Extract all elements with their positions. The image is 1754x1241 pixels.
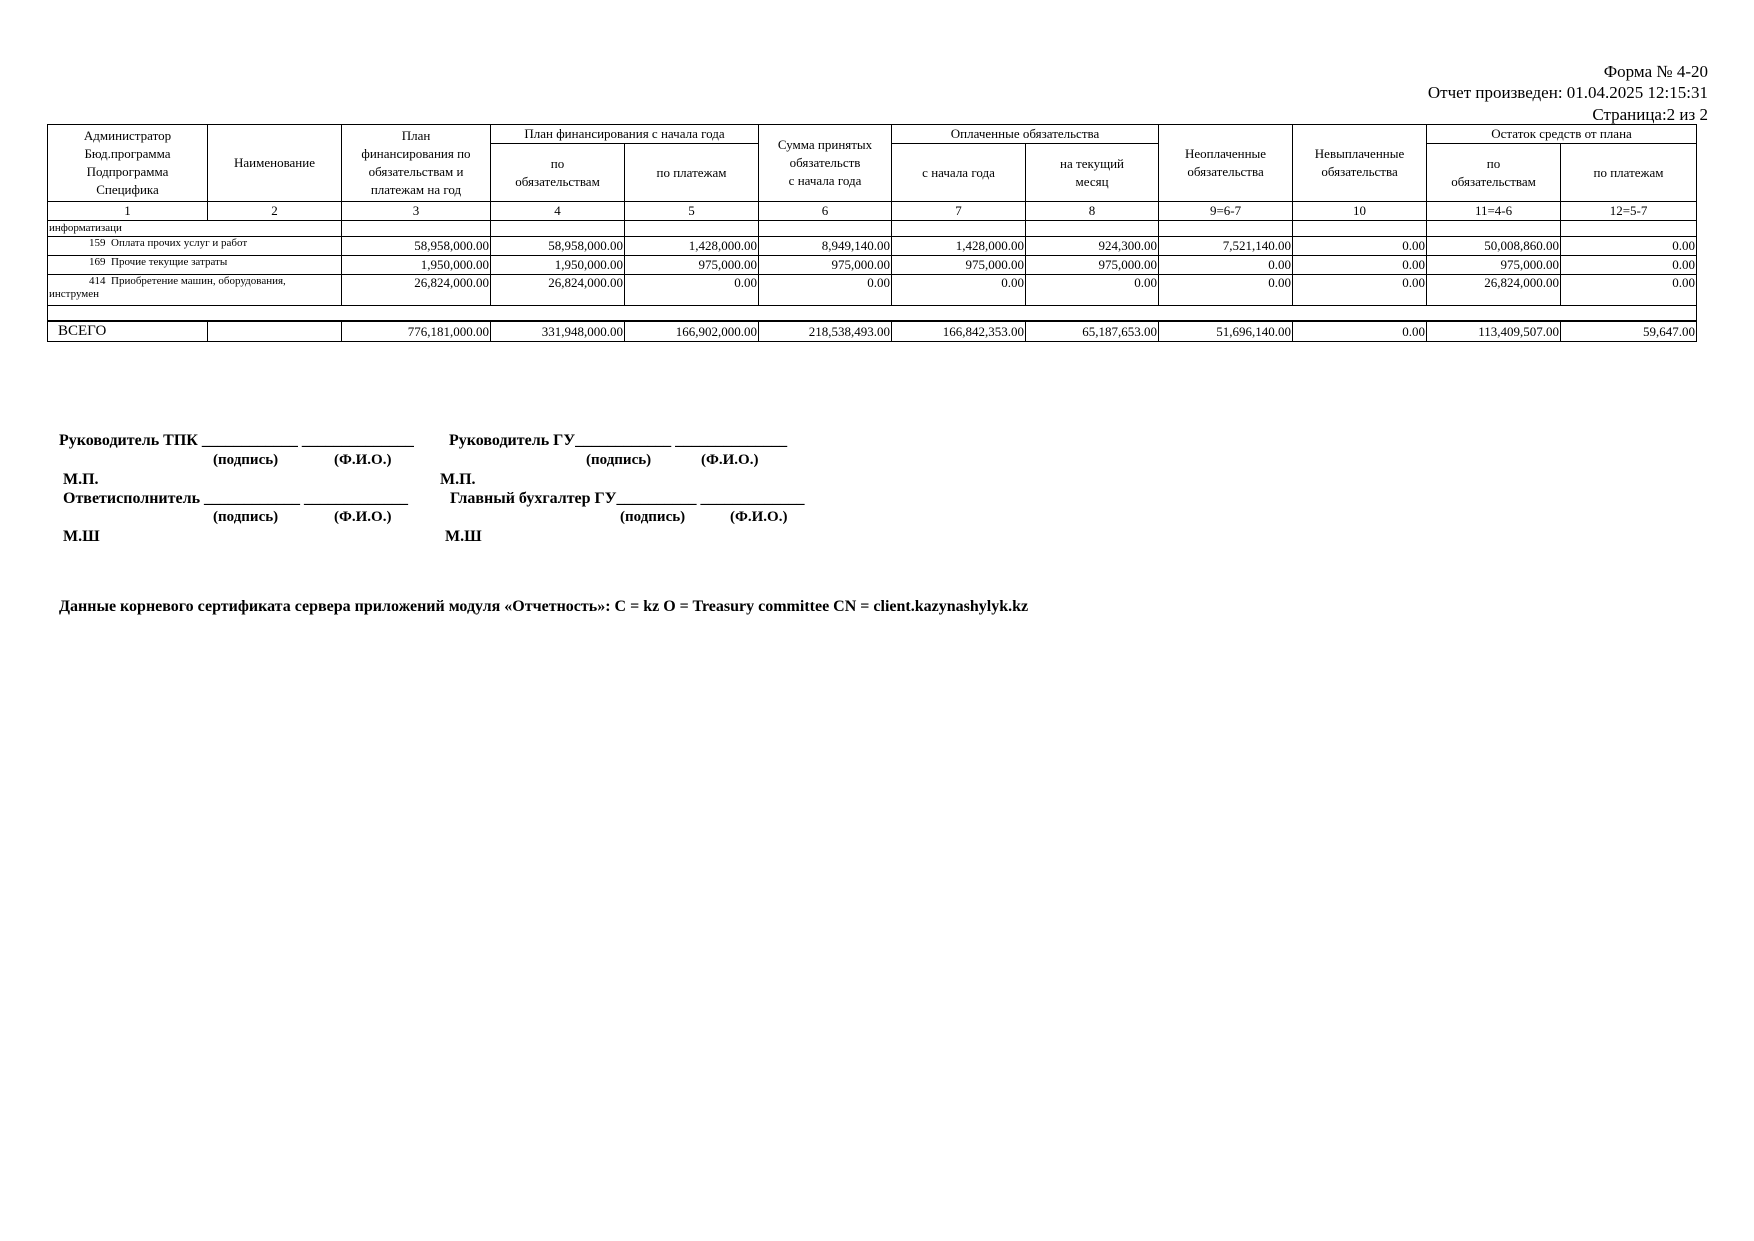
report-generated-date: Отчет произведен: 01.04.2025 12:15:31 [1427, 83, 1708, 102]
certificate-info: Данные корневого сертификата сервера приложений модуля «Отчетность»: C = kz O = Treasury committee CN = client.kazynashylyk.kz [59, 598, 1029, 615]
report-table [47, 124, 1697, 342]
header-row [48, 125, 1697, 144]
column-number: 3 [342, 202, 491, 221]
column-number-row [48, 202, 1697, 221]
table-row [48, 275, 1697, 306]
column-number: 10 [1293, 202, 1427, 221]
stamp-label: М.Ш [63, 528, 100, 545]
gu-head-signature-line: Руководитель ГУ____________ ______________ [449, 432, 788, 449]
cell-undisbursed-obligations: 0.00 [1293, 237, 1427, 256]
cell-paid-current-month: 975,000.00 [1026, 256, 1159, 275]
cell-plan-payments: 1,428,000.00 [625, 237, 759, 256]
chief-accountant-signature-line: Главный бухгалтер ГУ__________ _____________ [450, 490, 805, 507]
column-number: 8 [1026, 202, 1159, 221]
name-caption: (Ф.И.О.) [334, 509, 392, 525]
header-balance-payments: по платежам [1561, 144, 1697, 202]
cell-balance-payments: 0.00 [1561, 237, 1697, 256]
name-caption: (Ф.И.О.) [701, 452, 759, 468]
row-name-cell: 414 Приобретение машин, оборудования, инструмен [48, 275, 342, 306]
column-number: 4 [491, 202, 625, 221]
row-name-cell: 159 Оплата прочих услуг и работ [48, 237, 342, 256]
header-plan-since-year-start: План финансирования с начала года [491, 125, 759, 144]
cell-undisbursed-obligations: 0.00 [1293, 275, 1427, 306]
total-paid-current-month: 65,187,653.00 [1026, 321, 1159, 342]
cell-balance-payments: 0.00 [1561, 256, 1697, 275]
header-paid-since-year-start: с начала года [892, 144, 1026, 202]
group-row [48, 221, 1697, 237]
signature-caption: (подпись) [213, 509, 279, 525]
page-indicator: Страница:2 из 2 [1592, 105, 1708, 124]
header-administrator: Администратор Бюд.программа Подпрограмма Специфика [48, 125, 208, 202]
column-number: 9=6-7 [1159, 202, 1293, 221]
column-number: 5 [625, 202, 759, 221]
cell-plan-payments: 0.00 [625, 275, 759, 306]
total-plan-obligations: 331,948,000.00 [491, 321, 625, 342]
tpk-head-signature-line: Руководитель ТПК ____________ ______________ [59, 432, 414, 449]
header-paid-obligations: Оплаченные обязательства [892, 125, 1159, 144]
cell-unpaid-obligations: 0.00 [1159, 256, 1293, 275]
name-caption: (Ф.И.О.) [730, 509, 788, 525]
stamp-place-label: М.П. [440, 471, 476, 488]
spacer-row [48, 306, 1697, 322]
total-balance-obligations: 113,409,507.00 [1427, 321, 1561, 342]
total-annual-plan: 776,181,000.00 [342, 321, 491, 342]
header-undisbursed-obligations: Невыплаченные обязательства [1293, 125, 1427, 202]
header-accepted-obligations: Сумма принятых обязательств с начала года [759, 125, 892, 202]
total-plan-payments: 166,902,000.00 [625, 321, 759, 342]
cell-accepted-obligations: 975,000.00 [759, 256, 892, 275]
cell-paid-current-month: 924,300.00 [1026, 237, 1159, 256]
total-undisbursed-obligations: 0.00 [1293, 321, 1427, 342]
executor-signature-line: Ответисполнитель ____________ _____________ [63, 490, 409, 507]
total-balance-payments: 59,647.00 [1561, 321, 1697, 342]
name-caption: (Ф.И.О.) [334, 452, 392, 468]
cell-accepted-obligations: 8,949,140.00 [759, 237, 892, 256]
total-row [48, 321, 1697, 342]
header-unpaid-obligations: Неоплаченные обязательства [1159, 125, 1293, 202]
header-annual-plan: План финансирования по обязательствам и платежам на год [342, 125, 491, 202]
cell-paid-current-month: 0.00 [1026, 275, 1159, 306]
signature-caption: (подпись) [620, 509, 686, 525]
stamp-place-label: М.П. [63, 471, 99, 488]
header-name: Наименование [208, 125, 342, 202]
total-unpaid-obligations: 51,696,140.00 [1159, 321, 1293, 342]
cell-balance-obligations: 50,008,860.00 [1427, 237, 1561, 256]
cell-plan-payments: 975,000.00 [625, 256, 759, 275]
cell-paid-since-year-start: 1,428,000.00 [892, 237, 1026, 256]
cell-annual-plan: 26,824,000.00 [342, 275, 491, 306]
cell-annual-plan: 1,950,000.00 [342, 256, 491, 275]
total-accepted-obligations: 218,538,493.00 [759, 321, 892, 342]
column-number: 7 [892, 202, 1026, 221]
column-number: 12=5-7 [1561, 202, 1697, 221]
column-number: 2 [208, 202, 342, 221]
cell-annual-plan: 58,958,000.00 [342, 237, 491, 256]
header-plan-obligations: по обязательствам [491, 144, 625, 202]
column-number: 1 [48, 202, 208, 221]
cell-undisbursed-obligations: 0.00 [1293, 256, 1427, 275]
form-number: Форма № 4-20 [1603, 62, 1708, 81]
signature-caption: (подпись) [213, 452, 279, 468]
header-balance-obligations: по обязательствам [1427, 144, 1561, 202]
cell-accepted-obligations: 0.00 [759, 275, 892, 306]
group-label: информатизаци [48, 221, 342, 237]
cell-paid-since-year-start: 975,000.00 [892, 256, 1026, 275]
row-name-cell: 169 Прочие текущие затраты [48, 256, 342, 275]
cell-balance-obligations: 975,000.00 [1427, 256, 1561, 275]
cell-unpaid-obligations: 0.00 [1159, 275, 1293, 306]
signature-caption: (подпись) [586, 452, 652, 468]
cell-balance-obligations: 26,824,000.00 [1427, 275, 1561, 306]
header-paid-current-month: на текущий месяц [1026, 144, 1159, 202]
column-number: 6 [759, 202, 892, 221]
cell-plan-obligations: 58,958,000.00 [491, 237, 625, 256]
cell-unpaid-obligations: 7,521,140.00 [1159, 237, 1293, 256]
total-paid-since-year-start: 166,842,353.00 [892, 321, 1026, 342]
stamp-label: М.Ш [445, 528, 482, 545]
cell-plan-obligations: 26,824,000.00 [491, 275, 625, 306]
table-row [48, 256, 1697, 275]
header-plan-payments: по платежам [625, 144, 759, 202]
cell-plan-obligations: 1,950,000.00 [491, 256, 625, 275]
column-number: 11=4-6 [1427, 202, 1561, 221]
header-plan-balance: Остаток средств от плана [1427, 125, 1697, 144]
total-label: ВСЕГО [48, 321, 208, 342]
cell-balance-payments: 0.00 [1561, 275, 1697, 306]
table-row [48, 237, 1697, 256]
cell-paid-since-year-start: 0.00 [892, 275, 1026, 306]
